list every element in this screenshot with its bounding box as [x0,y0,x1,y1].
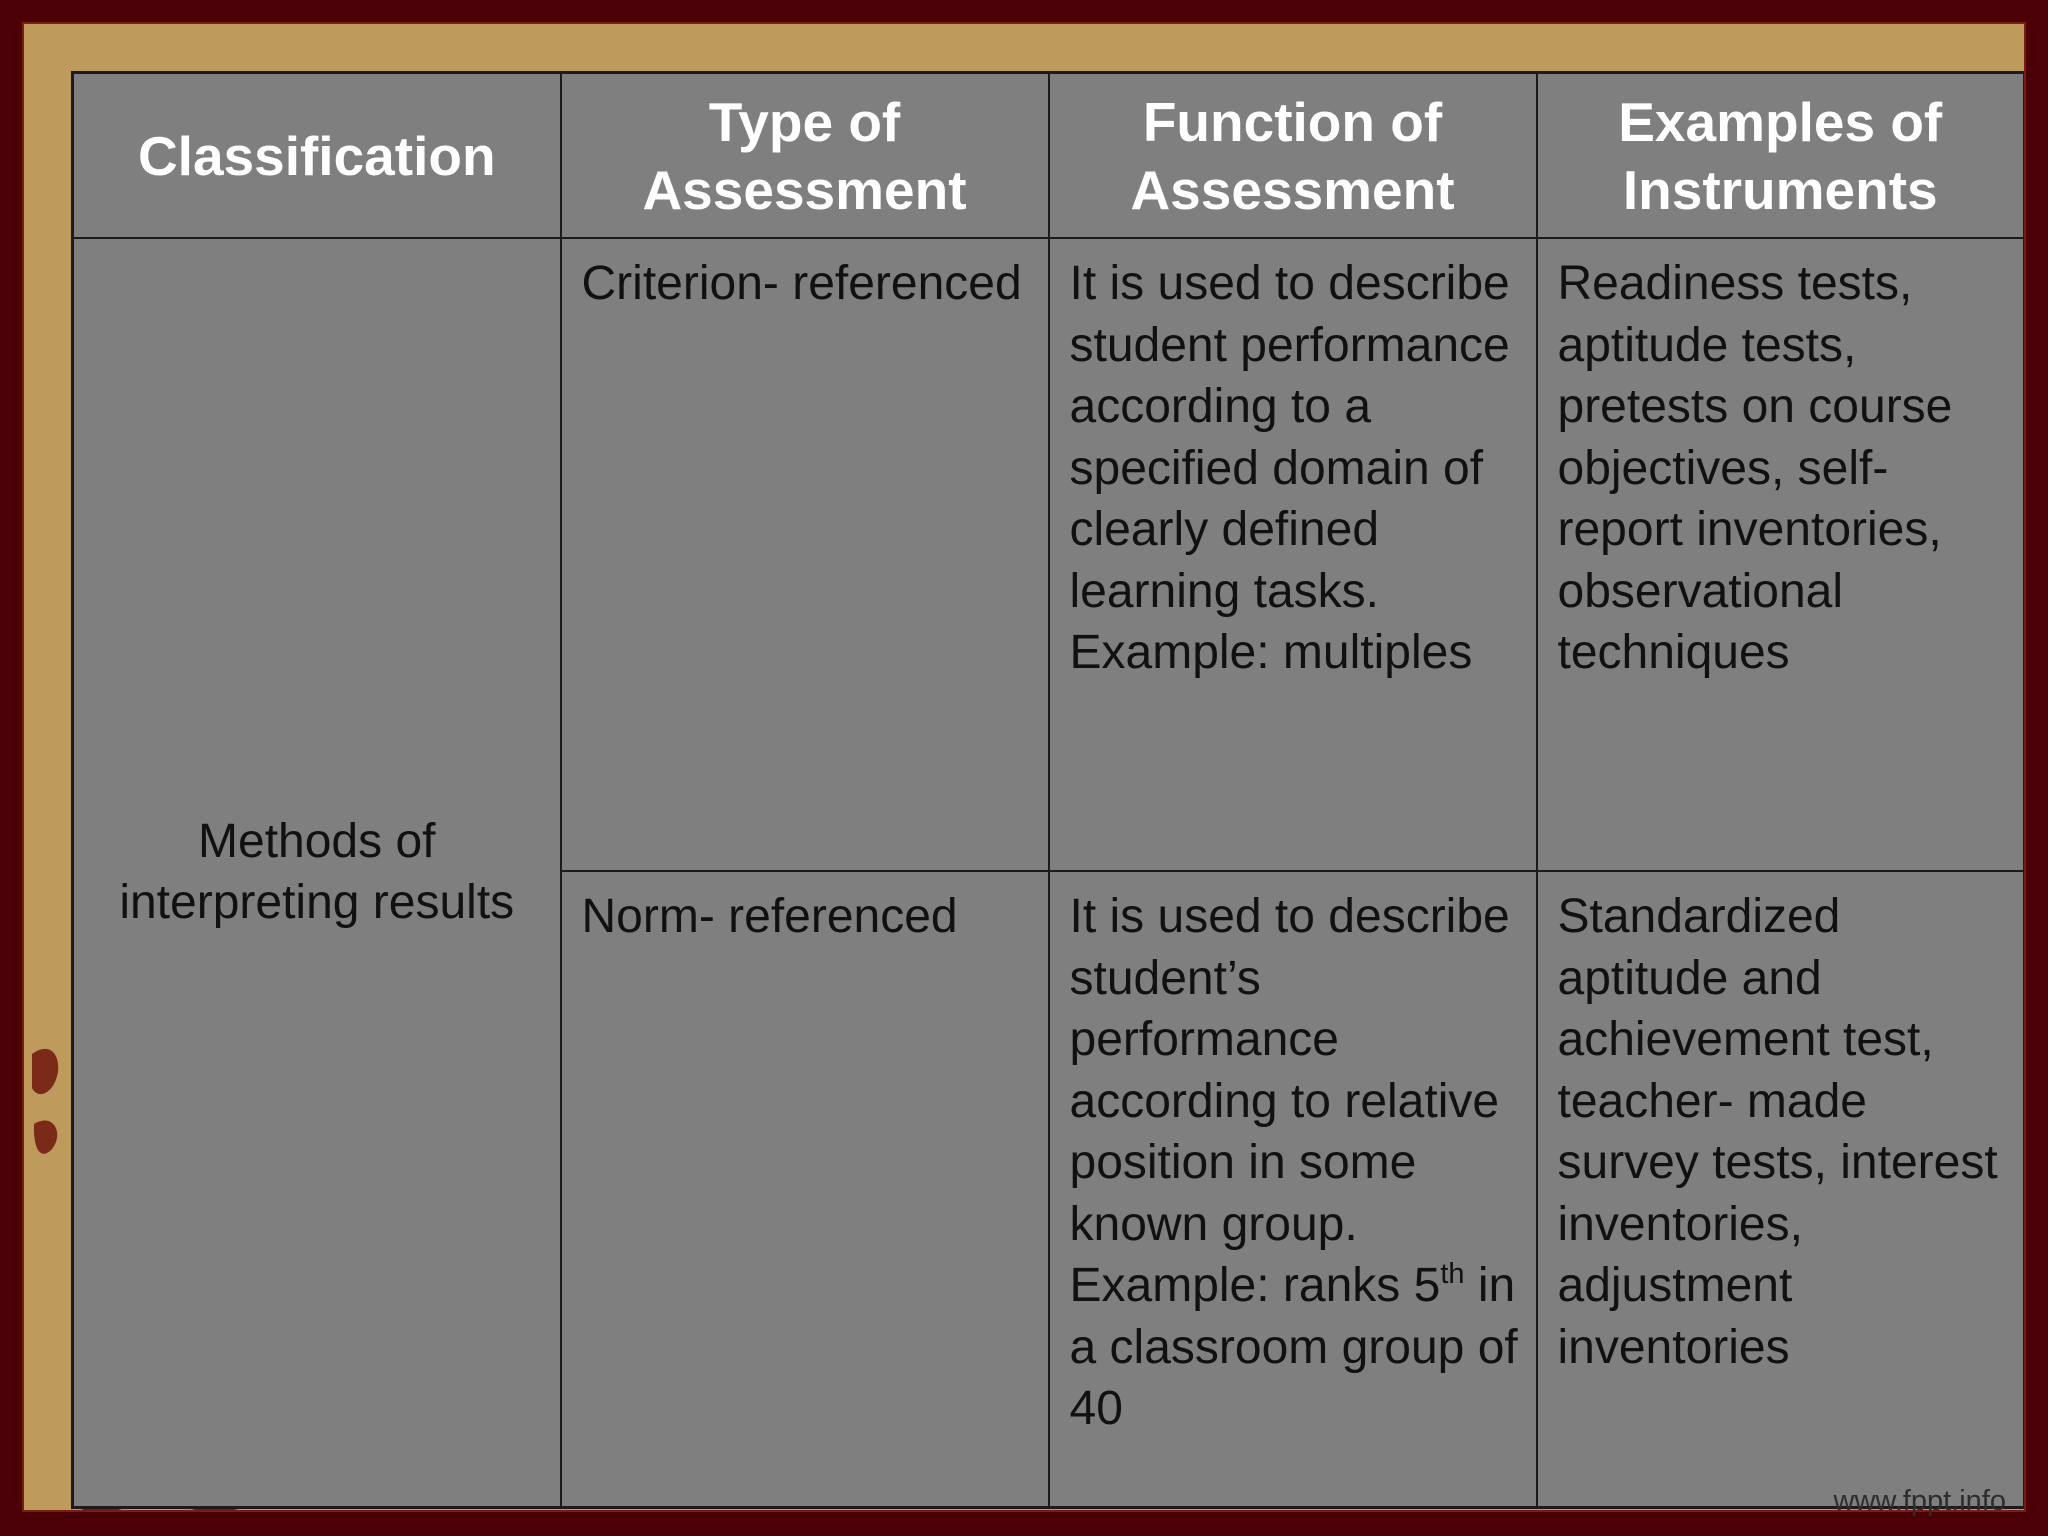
header-function-of-assessment: Function of Assessment [1049,73,1537,239]
ordinal-superscript: th [1440,1258,1465,1290]
classification-cell: Methods of interpreting results [73,238,561,1507]
type-cell-norm-referenced: Norm- referenced [561,871,1049,1507]
type-cell-criterion-referenced: Criterion- referenced [561,238,1049,871]
header-type-of-assessment: Type of Assessment [561,73,1049,239]
fppt-watermark: www.fppt.info [1833,1485,2006,1517]
header-examples-of-instruments: Examples of Instruments [1537,73,2025,239]
function-text-norm-referenced: It is used to describe student’s performance according to relative position in some known group. Example: ranks 5 [1069,890,1510,1312]
function-cell-norm-referenced [1049,871,1537,1507]
examples-cell-criterion-referenced: Readiness tests, aptitude tests, pretests on course objectives, self- report inventories, observational techniques [1537,238,2025,871]
function-cell-criterion-referenced: It is used to describe student performance according to a specified domain of clearly defined learning tasks. Example: multiples [1049,238,1537,871]
function-suffix-norm-referenced: in a classroom group of 40 [1069,1259,1518,1435]
slide-board [22,22,2026,1512]
examples-cell-norm-referenced: Standardized aptitude and achievement test, teacher- made survey tests, interest inventories, adjustment inventories [1537,871,2025,1507]
table-header-row [73,73,2025,239]
header-classification: Classification [73,73,561,239]
table-row-criterion-referenced [73,238,2025,871]
assessment-classification-table [71,71,2026,1509]
